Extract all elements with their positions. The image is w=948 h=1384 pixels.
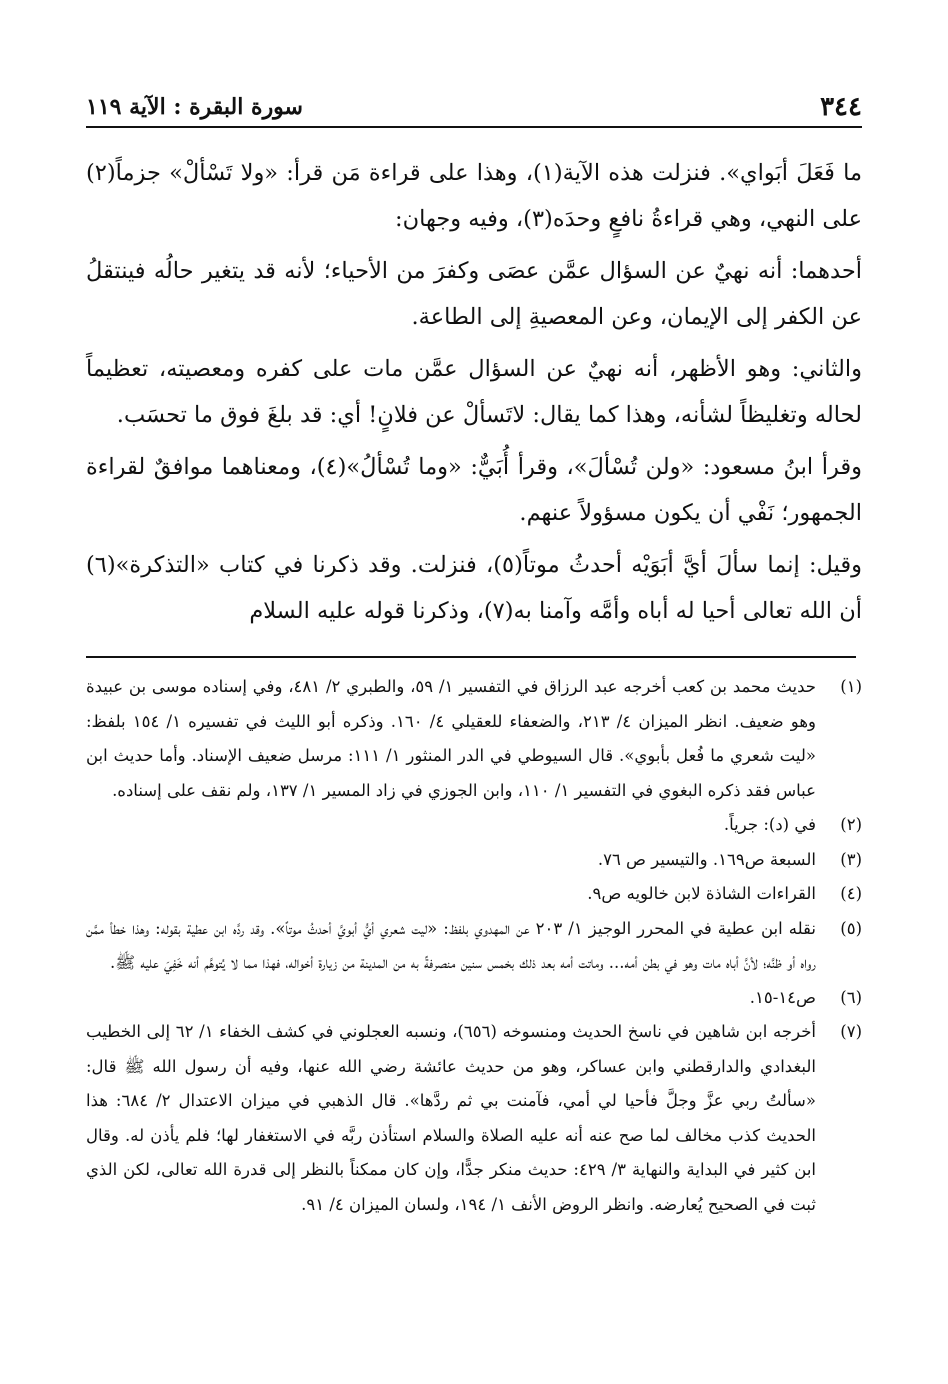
footnote-divider [86,656,856,658]
footnote-number: (١) [840,677,862,696]
footnote-item [86,670,862,808]
paragraph: أحدهما: أنه نهيٌ عن السؤال عمَّن عصَى وكفرَ من الأحياء؛ لأنه قد يتغير حالُه فينتقلُ عن الكفر إلى الإيمان، وعن المعصيةِ إلى الطاعة. [86,258,862,330]
running-title: سورة البقرة : الآية ١١٩ [86,94,303,120]
footnotes [86,670,862,1222]
paragraph: وقرأ ابنُ مسعود: «ولن تُسْألَ»، وقرأ أُبَيٌّ: «وما تُسْألُ»(٤)، ومعناهما موافقٌ لقراءة الجمهور؛ نَفْي أن يكون مسؤولاً عنهم. [86,454,862,526]
footnote-item [86,1015,862,1222]
footnote-number: (٢) [840,815,862,834]
footnote-item [86,981,862,1016]
footnote-number: (٥) [840,918,862,938]
page-number: ٣٤٤ [820,92,862,122]
footnote-item [86,912,862,981]
footnote-item [86,808,862,843]
footnote-text: نقله ابن عطية في المحرر الوجيز ١/ ٢٠٣ عن المهدوي بلفظ: «ليت شعري أيُّ أبويَّ أحدثُ موتاً». وقد ردَّه ابن عطية بقوله: وهذا خطأ ممَّن رواه أو ظنَّه؛ لأنَّ أباه مات وهو في بطن أمه... وماتت أمه بعد ذلك بخمس سنين منصرفةً به من المدينة من زيارة أخواله، فهذا مما لا يُتوهَّم أنه خَفِيَ عليه ﷺ. [86,918,816,972]
footnote-text: السبعة ص١٦٩. والتيسير ص ٧٦. [597,849,816,869]
footnote-text: في (د): جرياً. [723,815,816,834]
footnote-text: حديث محمد بن كعب أخرجه عبد الرزاق في التفسير ١/ ٥٩، والطبري ٢/ ٤٨١، وفي إسناده موسى بن عبيدة وهو ضعيف. انظر الميزان ٤/ ٢١٣، والضعفاء للعقيلي ٤/ ١٦٠. وذكره أبو الليث في تفسيره ١/ ١٥٤ بلفظ: «ليت شعري ما فُعل بأبوي». قال السيوطي في الدر المنثور ١/ ١١١: مرسل ضعيف الإسناد. وأما حديث ابن عباس فقد ذكره البغوي في التفسير ١/ ١١٠، وابن الجوزي في زاد المسير ١/ ١٣٧، ولم نقف على إسناده. [86,677,816,800]
footnote-text: القراءات الشاذة لابن خالويه ص٩. [587,884,816,903]
footnote-number: (٦) [840,987,862,1007]
footnote-number: (٧) [840,1022,862,1041]
footnote-item [86,877,862,912]
paragraph: والثاني: وهو الأظهر، أنه نهيٌ عن السؤال عمَّن مات على كفره ومعصيته، تعظيماً لحاله وتغليظاً لشأنه، وهذا كما يقال: لاتَسألْ عن فلانٍ! أي: قد بلغَ فوق ما تحسَب. [86,356,862,428]
paragraph: وقيل: إنما سألَ أيَّ أبَوَيْه أحدثُ موتاً(٥)، فنزلت. وقد ذكرنا في كتاب «التذكرة»(٦) أن الله تعالى أحيا له أباه وأمَّه وآمنا به(٧)، وذكرنا قوله عليه السلام [86,552,862,624]
paragraph: ما فَعَلَ أبَواي». فنزلت هذه الآية(١)، وهذا على قراءة مَن قرأ: «ولا تَسْألْ» جزماً(٢) على النهي، وهي قراءةُ نافعٍ وحدَه(٣)، وفيه وجهان: [86,160,862,232]
footnote-text: أخرجه ابن شاهين في ناسخ الحديث ومنسوخه (٦٥٦)، ونسبه العجلوني في كشف الخفاء ١/ ٦٢ إلى الخطيب البغدادي والدارقطني وابن عساكر، وهو من حديث عائشة رضي الله عنها، وفيه أن رسول الله ﷺ قال: «سألتُ ربي عزَّ وجلَّ فأحيا لي أمي، فآمنت بي ثم ردَّها». قال الذهبي في ميزان الاعتدال ٢/ ٦٨٤: هذا الحديث كذب مخالف لما صح عنه أنه عليه الصلاة والسلام استأذن ربَّه في الاستغفار لها؛ فلم يأذن له. وقال ابن كثير في البداية والنهاية ٣/ ٤٢٩: حديث منكر جدًّا، وإن كان ممكناً بالنظر إلى قدرة الله تعالى، لكن الذي ثبت في الصحيح يُعارضه. وانظر الروض الأنف ١/ ١٩٤، ولسان الميزان ٤/ ٩١. [86,1022,816,1214]
page-header [86,86,862,128]
footnote-number: (٤) [840,884,862,903]
footnote-item [86,843,862,878]
main-text [86,150,862,640]
footnote-text: ص١٤-١٥. [749,987,816,1007]
footnote-number: (٣) [840,849,862,869]
